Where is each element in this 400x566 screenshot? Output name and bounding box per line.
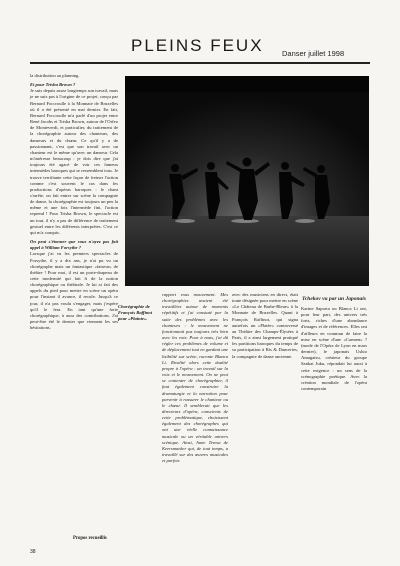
column-3: rapport vous mouvement. Mes chorégraphies avaient été travaillées autour de moments répétitifs et j'ai constaté par la suite des problèmes avec les chanteurs : le mouvement ne fonctionnait pas toujours très bien avec les voix. Pour à nous, j'ai dû régler ces problèmes de volume et de déplacement tout en gardant une lisibilité sur scène, raconte Blanca Li. Rivalité alors cette dualité propre à l'opéra : un travail sur la voix et le mouvement. On ne peut se contenter de chorégraphier, il faut également construire la dramaturgie et la narration pour parvenir à rassurer le chanteur ou le chœur. Il semblerait que les directeurs d'opéra, conscients de cette problématique, choisissent également des chorégraphes qui ont une réelle connaissance musicale ou un véritable univers scénique. Ainsi, Anne Teresa de Keersmaeker qui, de tout temps, a travaillé sur des œuvres musicales et parfois bbox=[162, 292, 228, 464]
column-5-text: Karine Saporta ou Blanca Li ont, pour leur part, des univers très forts, riches d'une abondance d'images et de références. Elles ont d'ailleurs en commun de faire la mise en scène d'une «Carmen» ? (mode de l'Opéra de Lyon en mars dernier), le japonais Ushio Amagatsu, créateur du groupe Sankai Juku, répondait lui aussi à cette exigence : un sens de la scénographie poétique. Avec la création mondiale de l'opéra contemporain bbox=[301, 306, 367, 392]
photo-caption: Chorégraphie de François Raffinot pour «Plainte». bbox=[118, 304, 152, 321]
signature: Propos recueillis bbox=[73, 536, 107, 541]
page-number: 38 bbox=[30, 549, 36, 555]
page-header-title: PLEINS FEUX bbox=[131, 36, 264, 55]
lead-text: la distribution au planning. bbox=[30, 73, 80, 78]
header-rule bbox=[30, 62, 370, 64]
column-4 bbox=[232, 292, 298, 360]
column-5 bbox=[301, 292, 367, 392]
page-header-subtitle: Danser juillet 1998 bbox=[282, 49, 345, 58]
section-heading: Tchekov vu par un Japonais bbox=[302, 296, 366, 302]
column-4-text: avec des musiciens en direct, était toute désignée pour mettre en scène «Le Château de Barbe-Bleue» à la Monnaie de Bruxelles. Quant à François Raffinot, qui signa autrefois un «Platée» controversé au Théâtre des Champs-Élysées à Paris, il a ainsi largement pratiqué les partitions baroques du temps de sa participation à Ris & Danceries, la compagnie de danse ancienne. bbox=[232, 292, 298, 359]
column-1 bbox=[30, 73, 118, 331]
question-2: On peut s'étonner que vous n'ayez pas fait appel à William Forsythe ? bbox=[30, 239, 118, 251]
dance-photo bbox=[125, 76, 369, 286]
answer-1: Je suis depuis assez longtemps son travail, mais je ne suis pas à l'origine de ce projet, conçu par Bernard Foccroulle à la Monnaie de Bruxelles où il a été présenté en mai dernier. En fait, Bernard Foccroulle m'a parlé d'un projet entre René Jacobs et Trisha Brown, autour de l'Orfeo de Monteverdi, et particulier, du traitement de la chorégraphie autour des chanteurs, des danseurs et du chœur. Ce qu'il y a de passionnant, c'est que son travail avec un chanteur est le même qu'avec un danseur. Cela m'intéresse beaucoup : je dois dire que j'ai toujours été agacé de voir ces fameux intermèdes baroques qui se ressemblent tous. Je trouve terrifiante cette façon de freiner l'action comme c'est souvent le cas dans les productions d'opéras baroques : le chant s'arrête, on fait entrer sur scène la compagnie de danse, la chorégraphie est toujours un peu la même et une fois l'intermède fini, l'action reprend ! Pour Trisha Brown, le spectacle est un tout, il n'y a pas de différence de traitement gestuel entre les différents interprètes. C'est ce qui m'a conquis. bbox=[30, 88, 118, 235]
dance-photo-image bbox=[125, 76, 369, 286]
answer-2: Lorsque j'ai vu les premiers spectacles de Forsythe, il y a dix ans, je n'ai pu vu un chorégraphe mais un fantastique «faiseur» de théâtre ! Pour moi, il est un porte-drapeau de cette modernité qui fait fi de la notion chorégraphique ou théâtrale. Je lui ai fait des appels du pied pour mettre en scène un opéra pour l'instant il avance, il recule. Jusqu'à ce jour, il n'a pas voulu s'engager, mais j'espère qu'il le fera. En tant qu'une forte chorégraphique, à aura des contributions. J'ai peut-être été le dernier que viennent les ses hésitations. bbox=[30, 251, 118, 331]
question-1: Et pour Trisha Brown ? bbox=[30, 82, 76, 88]
